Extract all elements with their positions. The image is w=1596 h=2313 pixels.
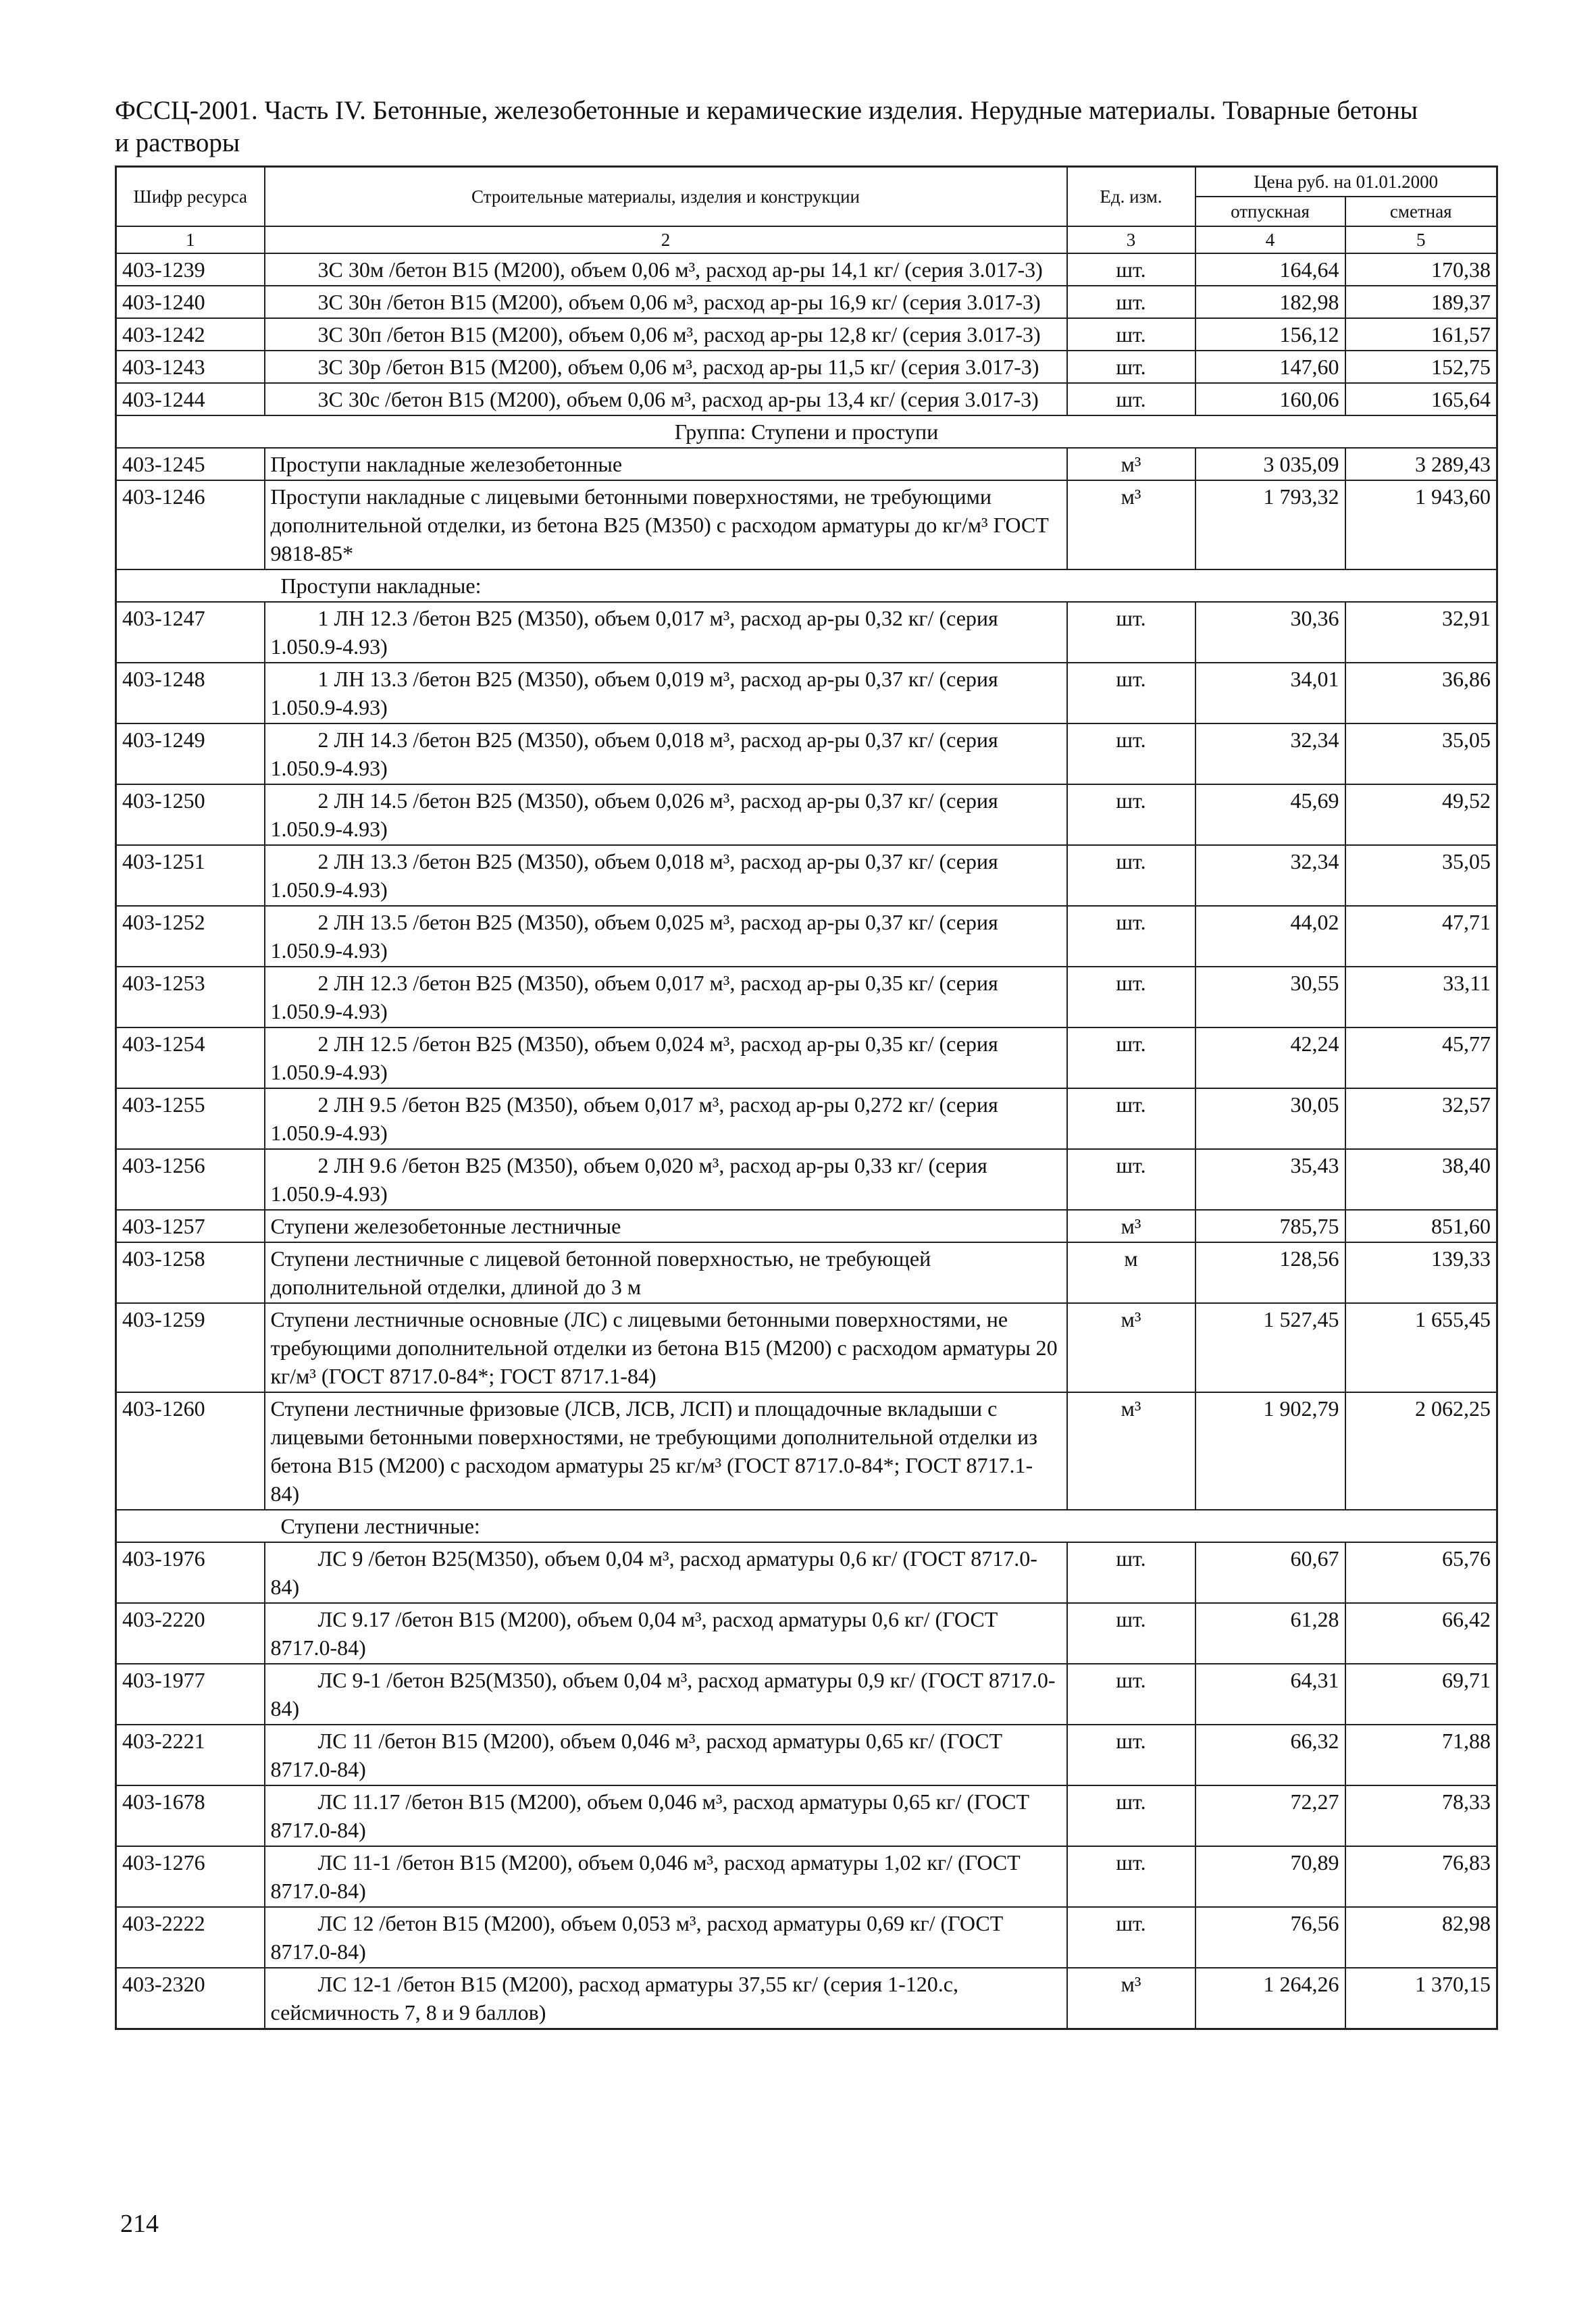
unit-cell: шт.: [1067, 906, 1195, 967]
release-price-cell: 30,05: [1195, 1088, 1345, 1149]
resource-code-cell: 403-2320: [116, 1968, 265, 2029]
release-price-cell: 1 902,79: [1195, 1392, 1345, 1510]
unit-cell: шт.: [1067, 1664, 1195, 1725]
unit-cell: шт.: [1067, 1149, 1195, 1210]
table-row: [116, 1846, 1497, 1907]
estimate-price-cell: 2 062,25: [1345, 1392, 1497, 1510]
description-cell: ЛС 9.17 /бетон В15 (М200), объем 0,04 м³, расход арматуры 0,6 кг/ (ГОСТ 8717.0-84): [265, 1603, 1067, 1664]
estimate-price-cell: 66,42: [1345, 1603, 1497, 1664]
unit-cell: шт.: [1067, 723, 1195, 784]
table-row: [116, 1542, 1497, 1603]
table-row: [116, 906, 1497, 967]
release-price-cell: 156,12: [1195, 318, 1345, 351]
unit-cell: шт.: [1067, 663, 1195, 723]
resource-code-cell: 403-1976: [116, 1542, 265, 1603]
release-price-cell: 182,98: [1195, 286, 1345, 318]
price-table: [115, 166, 1498, 2030]
description-cell: ЛС 11 /бетон В15 (М200), объем 0,046 м³, расход арматуры 0,65 кг/ (ГОСТ 8717.0-84): [265, 1725, 1067, 1785]
header-name: Строительные материалы, изделия и конструкции: [265, 167, 1067, 227]
resource-code-cell: 403-1250: [116, 784, 265, 845]
release-price-cell: 60,67: [1195, 1542, 1345, 1603]
table-row: [116, 480, 1497, 569]
resource-code-cell: 403-1249: [116, 723, 265, 784]
table-row: [116, 663, 1497, 723]
unit-cell: м³: [1067, 1210, 1195, 1242]
resource-code-cell: 403-1240: [116, 286, 265, 318]
release-price-cell: 64,31: [1195, 1664, 1345, 1725]
column-numbers-row: [116, 226, 1497, 253]
group-title-row: [116, 415, 1497, 448]
estimate-price-cell: 33,11: [1345, 967, 1497, 1027]
release-price-cell: 3 035,09: [1195, 448, 1345, 480]
unit-cell: шт.: [1067, 1725, 1195, 1785]
estimate-price-cell: 36,86: [1345, 663, 1497, 723]
page-number: 214: [120, 2210, 159, 2238]
table-row: [116, 845, 1497, 906]
unit-cell: шт.: [1067, 286, 1195, 318]
release-price-cell: 76,56: [1195, 1907, 1345, 1968]
unit-cell: шт.: [1067, 967, 1195, 1027]
release-price-cell: 66,32: [1195, 1725, 1345, 1785]
unit-cell: м³: [1067, 1968, 1195, 2029]
description-cell: Ступени железобетонные лестничные: [265, 1210, 1067, 1242]
table-row: [116, 318, 1497, 351]
description-cell: 3С 30р /бетон В15 (М200), объем 0,06 м³, расход ар-ры 11,5 кг/ (серия 3.017-3): [265, 351, 1067, 383]
resource-code-cell: 403-1248: [116, 663, 265, 723]
release-price-cell: 147,60: [1195, 351, 1345, 383]
unit-cell: шт.: [1067, 1088, 1195, 1149]
description-cell: 3С 30с /бетон В15 (М200), объем 0,06 м³, расход ар-ры 13,4 кг/ (серия 3.017-3): [265, 383, 1067, 415]
resource-code-cell: 403-1251: [116, 845, 265, 906]
resource-code-cell: 403-1246: [116, 480, 265, 569]
group-title: Группа: Ступени и проступи: [116, 415, 1497, 448]
description-cell: ЛС 11.17 /бетон В15 (М200), объем 0,046 м³, расход арматуры 0,65 кг/ (ГОСТ 8717.0-84): [265, 1785, 1067, 1846]
empty-cell: [116, 569, 265, 602]
table-row: [116, 448, 1497, 480]
table-row: [116, 286, 1497, 318]
table-row: [116, 723, 1497, 784]
table-row: [116, 1785, 1497, 1846]
resource-code-cell: 403-2221: [116, 1725, 265, 1785]
description-cell: 3С 30п /бетон В15 (М200), объем 0,06 м³, расход ар-ры 12,8 кг/ (серия 3.017-3): [265, 318, 1067, 351]
description-cell: ЛС 12 /бетон В15 (М200), объем 0,053 м³, расход арматуры 0,69 кг/ (ГОСТ 8717.0-84): [265, 1907, 1067, 1968]
resource-code-cell: 403-1260: [116, 1392, 265, 1510]
unit-cell: шт.: [1067, 1027, 1195, 1088]
description-cell: 2 ЛН 9.5 /бетон В25 (М350), объем 0,017 м³, расход ар-ры 0,272 кг/ (серия 1.050.9-4.93): [265, 1088, 1067, 1149]
unit-cell: шт.: [1067, 1603, 1195, 1664]
resource-code-cell: 403-1255: [116, 1088, 265, 1149]
table-row: [116, 1603, 1497, 1664]
estimate-price-cell: 76,83: [1345, 1846, 1497, 1907]
estimate-price-cell: 32,57: [1345, 1088, 1497, 1149]
description-cell: Ступени лестничные с лицевой бетонной поверхностью, не требующей дополнительной отделки, длиной до 3 м: [265, 1242, 1067, 1303]
estimate-price-cell: 1 943,60: [1345, 480, 1497, 569]
estimate-price-cell: 189,37: [1345, 286, 1497, 318]
column-number: 4: [1195, 226, 1345, 253]
resource-code-cell: 403-1245: [116, 448, 265, 480]
estimate-price-cell: 1 370,15: [1345, 1968, 1497, 2029]
resource-code-cell: 403-1259: [116, 1303, 265, 1392]
header-line-2: и растворы: [115, 128, 240, 157]
estimate-price-cell: 165,64: [1345, 383, 1497, 415]
table-row: [116, 1303, 1497, 1392]
table-row: [116, 1027, 1497, 1088]
release-price-cell: 1 264,26: [1195, 1968, 1345, 2029]
unit-cell: шт.: [1067, 845, 1195, 906]
release-price-cell: 70,89: [1195, 1846, 1345, 1907]
description-cell: 2 ЛН 12.5 /бетон В25 (М350), объем 0,024 м³, расход ар-ры 0,35 кг/ (серия 1.050.9-4.93): [265, 1027, 1067, 1088]
release-price-cell: 30,36: [1195, 602, 1345, 663]
description-cell: 2 ЛН 14.3 /бетон В25 (М350), объем 0,018 м³, расход ар-ры 0,37 кг/ (серия 1.050.9-4.93): [265, 723, 1067, 784]
subsection-heading-row: [116, 1510, 1497, 1542]
description-cell: 3С 30н /бетон В15 (М200), объем 0,06 м³, расход ар-ры 16,9 кг/ (серия 3.017-3): [265, 286, 1067, 318]
release-price-cell: 35,43: [1195, 1149, 1345, 1210]
resource-code-cell: 403-2222: [116, 1907, 265, 1968]
estimate-price-cell: 3 289,43: [1345, 448, 1497, 480]
header-code: Шифр ресурса: [116, 167, 265, 227]
release-price-cell: 160,06: [1195, 383, 1345, 415]
release-price-cell: 30,55: [1195, 967, 1345, 1027]
resource-code-cell: 403-1977: [116, 1664, 265, 1725]
header-price: Цена руб. на 01.01.2000: [1195, 167, 1497, 197]
column-number: 2: [265, 226, 1067, 253]
resource-code-cell: 403-1257: [116, 1210, 265, 1242]
description-cell: ЛС 9-1 /бетон В25(М350), объем 0,04 м³, расход арматуры 0,9 кг/ (ГОСТ 8717.0-84): [265, 1664, 1067, 1725]
estimate-price-cell: 35,05: [1345, 723, 1497, 784]
description-cell: Ступени лестничные фризовые (ЛСВ, ЛСВ, ЛСП) и площадочные вкладыши с лицевыми бетонными поверхностями, не требующими дополнительной отделки из бетона В15 (М200) с расходом арматуры 25 кг/м³ (ГОСТ 8717.0-84*; ГОСТ 8717.1-84): [265, 1392, 1067, 1510]
description-cell: 2 ЛН 9.6 /бетон В25 (М350), объем 0,020 м³, расход ар-ры 0,33 кг/ (серия 1.050.9-4.93): [265, 1149, 1067, 1210]
unit-cell: м: [1067, 1242, 1195, 1303]
unit-cell: шт.: [1067, 383, 1195, 415]
table-row: [116, 1392, 1497, 1510]
resource-code-cell: 403-1242: [116, 318, 265, 351]
header-estimate-price: сметная: [1345, 197, 1497, 226]
table-row: [116, 351, 1497, 383]
table-row: [116, 1242, 1497, 1303]
description-cell: Проступи накладные с лицевыми бетонными поверхностями, не требующими дополнительной отделки, из бетона В25 (М350) с расходом арматуры до кг/м³ ГОСТ 9818-85*: [265, 480, 1067, 569]
description-cell: 2 ЛН 14.5 /бетон В25 (М350), объем 0,026 м³, расход ар-ры 0,37 кг/ (серия 1.050.9-4.93): [265, 784, 1067, 845]
column-number: 5: [1345, 226, 1497, 253]
estimate-price-cell: 65,76: [1345, 1542, 1497, 1603]
release-price-cell: 72,27: [1195, 1785, 1345, 1846]
resource-code-cell: 403-1243: [116, 351, 265, 383]
resource-code-cell: 403-1678: [116, 1785, 265, 1846]
release-price-cell: 128,56: [1195, 1242, 1345, 1303]
unit-cell: шт.: [1067, 351, 1195, 383]
table-row: [116, 383, 1497, 415]
column-number: 1: [116, 226, 265, 253]
unit-cell: шт.: [1067, 1907, 1195, 1968]
estimate-price-cell: 161,57: [1345, 318, 1497, 351]
subsection-heading: Ступени лестничные:: [265, 1510, 1497, 1542]
description-cell: 1 ЛН 13.3 /бетон В25 (М350), объем 0,019 м³, расход ар-ры 0,37 кг/ (серия 1.050.9-4.93): [265, 663, 1067, 723]
unit-cell: м³: [1067, 1303, 1195, 1392]
resource-code-cell: 403-1247: [116, 602, 265, 663]
table-row: [116, 253, 1497, 286]
table-row: [116, 1725, 1497, 1785]
table-row: [116, 602, 1497, 663]
table-row: [116, 1088, 1497, 1149]
estimate-price-cell: 35,05: [1345, 845, 1497, 906]
estimate-price-cell: 1 655,45: [1345, 1303, 1497, 1392]
header-line-1: ФССЦ-2001. Часть IV. Бетонные, железобетонные и керамические изделия. Нерудные материалы. Товарные бетоны: [115, 96, 1418, 125]
resource-code-cell: 403-1239: [116, 253, 265, 286]
unit-cell: м³: [1067, 448, 1195, 480]
resource-code-cell: 403-1258: [116, 1242, 265, 1303]
estimate-price-cell: 71,88: [1345, 1725, 1497, 1785]
table-row: [116, 967, 1497, 1027]
description-cell: 2 ЛН 13.3 /бетон В25 (М350), объем 0,018 м³, расход ар-ры 0,37 кг/ (серия 1.050.9-4.93): [265, 845, 1067, 906]
table-row: [116, 1149, 1497, 1210]
unit-cell: м³: [1067, 480, 1195, 569]
description-cell: 3С 30м /бетон В15 (М200), объем 0,06 м³, расход ар-ры 14,1 кг/ (серия 3.017-3): [265, 253, 1067, 286]
subsection-heading: Проступи накладные:: [265, 569, 1497, 602]
resource-code-cell: 403-1252: [116, 906, 265, 967]
estimate-price-cell: 38,40: [1345, 1149, 1497, 1210]
table-header: [116, 167, 1497, 254]
release-price-cell: 45,69: [1195, 784, 1345, 845]
unit-cell: шт.: [1067, 1542, 1195, 1603]
estimate-price-cell: 82,98: [1345, 1907, 1497, 1968]
description-cell: ЛС 9 /бетон В25(М350), объем 0,04 м³, расход арматуры 0,6 кг/ (ГОСТ 8717.0-84): [265, 1542, 1067, 1603]
resource-code-cell: 403-1256: [116, 1149, 265, 1210]
estimate-price-cell: 47,71: [1345, 906, 1497, 967]
description-cell: Ступени лестничные основные (ЛС) с лицевыми бетонными поверхностями, не требующими дополнительной отделки из бетона В15 (М200) с расходом арматуры 20 кг/м³ (ГОСТ 8717.0-84*; ГОСТ 8717.1-84): [265, 1303, 1067, 1392]
empty-cell: [116, 1510, 265, 1542]
estimate-price-cell: 170,38: [1345, 253, 1497, 286]
description-cell: ЛС 12-1 /бетон В15 (М200), расход арматуры 37,55 кг/ (серия 1-120.с, сейсмичность 7, 8 и 9 баллов): [265, 1968, 1067, 2029]
release-price-cell: 44,02: [1195, 906, 1345, 967]
resource-code-cell: 403-1253: [116, 967, 265, 1027]
release-price-cell: 61,28: [1195, 1603, 1345, 1664]
header-unit: Ед. изм.: [1067, 167, 1195, 227]
unit-cell: шт.: [1067, 253, 1195, 286]
estimate-price-cell: 152,75: [1345, 351, 1497, 383]
release-price-cell: 785,75: [1195, 1210, 1345, 1242]
table-row: [116, 1664, 1497, 1725]
estimate-price-cell: 32,91: [1345, 602, 1497, 663]
table-row: [116, 1968, 1497, 2029]
description-cell: 1 ЛН 12.3 /бетон В25 (М350), объем 0,017 м³, расход ар-ры 0,32 кг/ (серия 1.050.9-4.93): [265, 602, 1067, 663]
unit-cell: шт.: [1067, 1846, 1195, 1907]
header-release-price: отпускная: [1195, 197, 1345, 226]
table-row: [116, 1907, 1497, 1968]
release-price-cell: 1 527,45: [1195, 1303, 1345, 1392]
description-cell: 2 ЛН 12.3 /бетон В25 (М350), объем 0,017 м³, расход ар-ры 0,35 кг/ (серия 1.050.9-4.93): [265, 967, 1067, 1027]
release-price-cell: 42,24: [1195, 1027, 1345, 1088]
table-row: [116, 784, 1497, 845]
release-price-cell: 32,34: [1195, 723, 1345, 784]
column-number: 3: [1067, 226, 1195, 253]
estimate-price-cell: 69,71: [1345, 1664, 1497, 1725]
unit-cell: шт.: [1067, 784, 1195, 845]
unit-cell: шт.: [1067, 1785, 1195, 1846]
estimate-price-cell: 78,33: [1345, 1785, 1497, 1846]
page-header: [115, 95, 1493, 159]
description-cell: Проступи накладные железобетонные: [265, 448, 1067, 480]
release-price-cell: 32,34: [1195, 845, 1345, 906]
resource-code-cell: 403-1244: [116, 383, 265, 415]
estimate-price-cell: 851,60: [1345, 1210, 1497, 1242]
table-row: [116, 1210, 1497, 1242]
estimate-price-cell: 49,52: [1345, 784, 1497, 845]
table-body: [116, 253, 1497, 2029]
release-price-cell: 164,64: [1195, 253, 1345, 286]
estimate-price-cell: 45,77: [1345, 1027, 1497, 1088]
resource-code-cell: 403-1254: [116, 1027, 265, 1088]
description-cell: ЛС 11-1 /бетон В15 (М200), объем 0,046 м³, расход арматуры 1,02 кг/ (ГОСТ 8717.0-84): [265, 1846, 1067, 1907]
resource-code-cell: 403-2220: [116, 1603, 265, 1664]
description-cell: 2 ЛН 13.5 /бетон В25 (М350), объем 0,025 м³, расход ар-ры 0,37 кг/ (серия 1.050.9-4.93): [265, 906, 1067, 967]
unit-cell: шт.: [1067, 602, 1195, 663]
release-price-cell: 1 793,32: [1195, 480, 1345, 569]
subsection-heading-row: [116, 569, 1497, 602]
estimate-price-cell: 139,33: [1345, 1242, 1497, 1303]
release-price-cell: 34,01: [1195, 663, 1345, 723]
resource-code-cell: 403-1276: [116, 1846, 265, 1907]
unit-cell: шт.: [1067, 318, 1195, 351]
unit-cell: м³: [1067, 1392, 1195, 1510]
